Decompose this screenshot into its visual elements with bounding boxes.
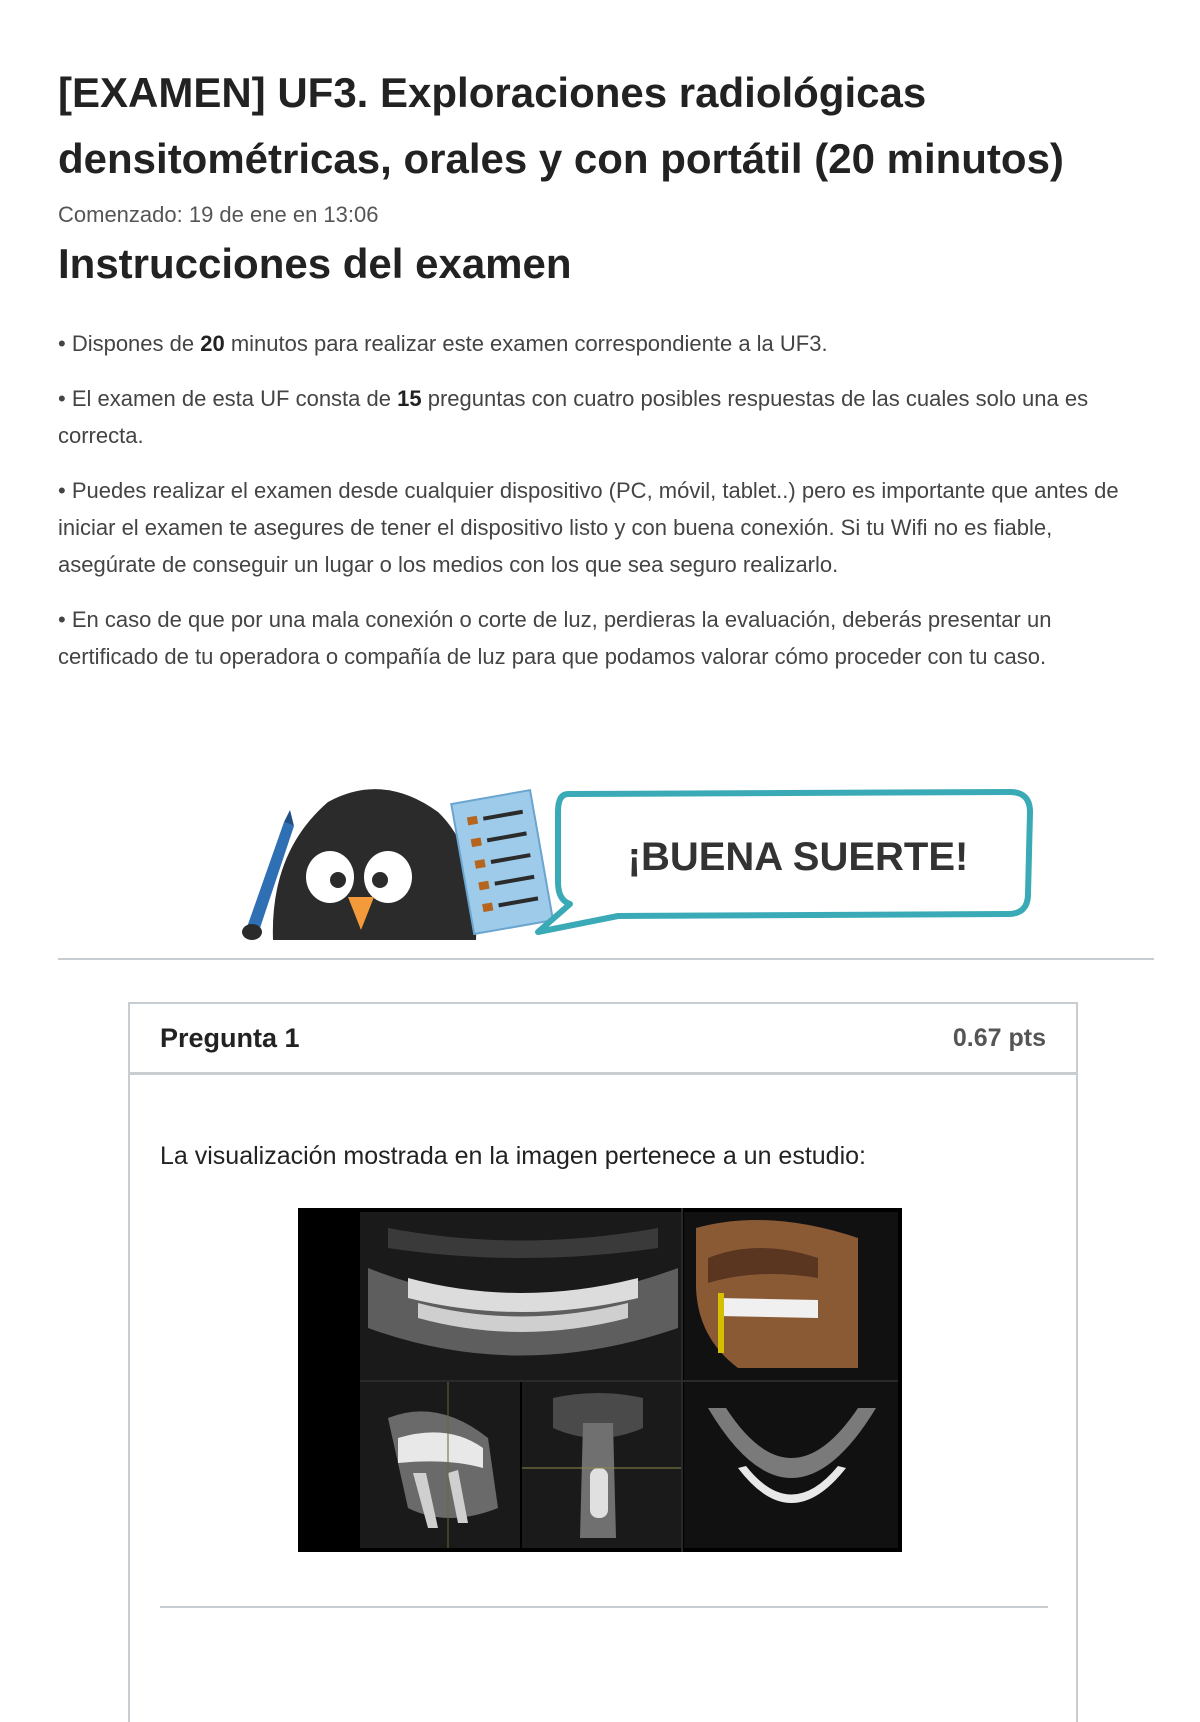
- instructions-heading: Instrucciones del examen: [58, 240, 572, 287]
- started-timestamp: Comenzado: 19 de ene en 13:06: [58, 202, 379, 227]
- quiz-title: [EXAMEN] UF3. Exploraciones radiológicas densitométricas, orales y con portátil (20 minutos): [58, 69, 1064, 182]
- sagittal-view: [360, 1382, 520, 1548]
- good-luck-banner: [218, 782, 1038, 942]
- question-card: [128, 1002, 1078, 1722]
- question-separator: [160, 1606, 1048, 1608]
- cross-section-view: [522, 1382, 682, 1548]
- instruction-item-time: • Dispones de 20 minutos para realizar este examen correspondiente a la UF3.: [58, 331, 828, 356]
- question-text: La visualización mostrada en la imagen pertenece a un estudio:: [160, 1142, 866, 1170]
- question-title: Pregunta 1: [160, 1022, 300, 1053]
- instruction-item-questions: • El examen de esta UF consta de 15 preguntas con cuatro posibles respuestas de las cuales solo una es correcta.: [58, 386, 1089, 448]
- dental-ct-image: [298, 1208, 902, 1552]
- instruction-item-connection: • En caso de que por una mala conexión o corte de luz, perdieras la evaluación, deberás presentar un certificado de tu operadora o compañía de luz para que podamos valorar cómo proceder con tu caso.: [58, 607, 1052, 669]
- section-divider: [58, 958, 1154, 960]
- axial-view: [684, 1382, 898, 1548]
- instructions-list: [58, 325, 1148, 693]
- panoramic-view: [360, 1212, 682, 1380]
- penguin-icon: [273, 789, 476, 940]
- speech-bubble: [538, 792, 1030, 932]
- question-header: [130, 1004, 1076, 1075]
- question-points: 0.67 pts: [952, 1023, 1046, 1052]
- 3d-render-view: [684, 1212, 898, 1380]
- instruction-item-device: • Puedes realizar el examen desde cualquier dispositivo (PC, móvil, tablet..) pero es importante que antes de iniciar el examen te asegures de tener el dispositivo listo y con buena conexión. Si tu Wifi no es fiable, asegúrate de conseguir un lugar o los medios con los que sea seguro realizarlo.: [58, 478, 1119, 577]
- good-luck-text: ¡BUENA SUERTE!: [627, 835, 969, 879]
